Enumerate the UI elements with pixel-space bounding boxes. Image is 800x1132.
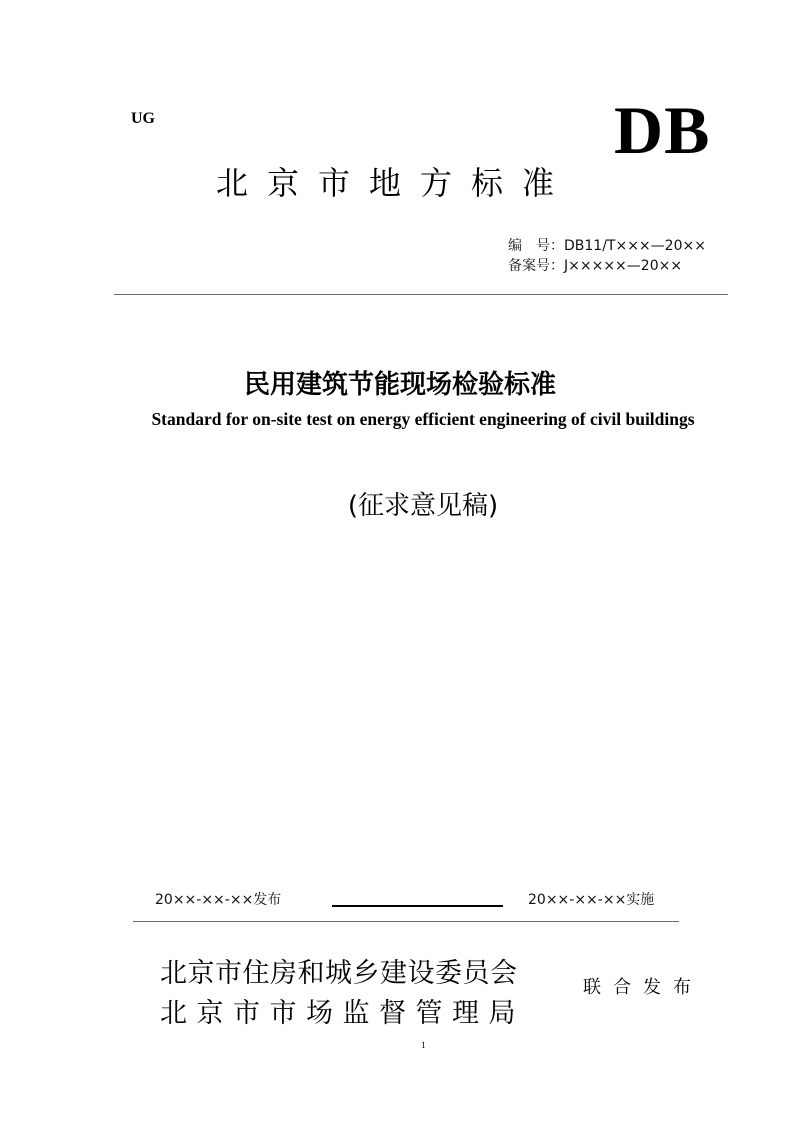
standard-number-value: DB11/T×××—20×× [564,238,706,254]
publish-date: 20××-××-××发布 [155,892,282,908]
record-number-label: 备案号： [508,258,564,274]
standard-number-label: 编 号： [508,238,564,254]
document-title-chinese: 民用建筑节能现场检验标准 [243,370,556,400]
identifier-block [508,236,706,276]
document-title-english: Standard for on-site test on energy efficient engineering of civil buildings [151,409,695,429]
record-number-row [508,256,706,276]
issuer-market-supervision: 北京市市场监督管理局 [160,998,525,1029]
date-separator-bar [332,905,503,907]
page-number: 1 [421,1040,426,1050]
draft-status: (征求意见稿) [347,491,499,521]
issuer-housing-commission: 北京市住房和城乡建设委员会 [160,958,518,989]
standard-type-heading: 北京市地方标准 [216,164,574,202]
record-number-value: J×××××—20×× [564,258,683,274]
implement-date: 20××-××-××实施 [528,892,655,908]
top-divider [114,294,728,295]
classification-code: UG [131,110,155,127]
joint-issue-label: 联合发布 [583,977,703,998]
bottom-divider [133,921,679,922]
standard-mark-logo: DB [614,92,711,168]
standard-number-row [508,236,706,256]
